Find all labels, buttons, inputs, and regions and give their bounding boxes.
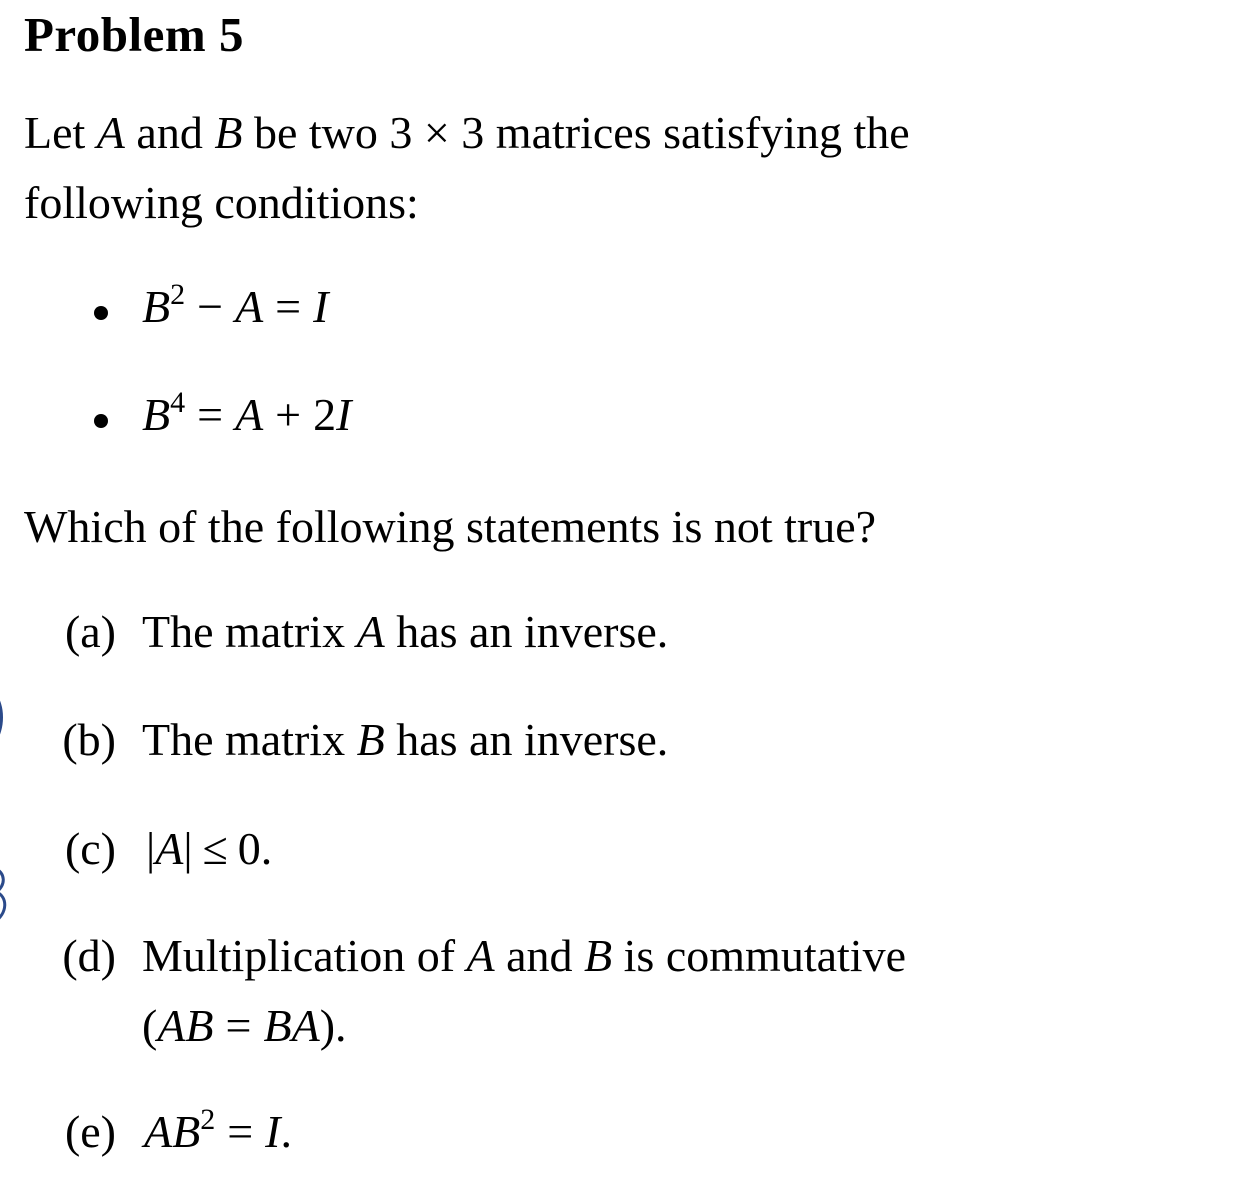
var-a: A (155, 823, 184, 874)
option-d-line-1 (142, 929, 906, 982)
var-b: B (356, 714, 385, 765)
value: 0. (237, 823, 273, 874)
operator: ≤ (202, 823, 228, 874)
paren: ). (319, 1000, 347, 1051)
cond-base: B (142, 389, 171, 440)
option-label-b: (b) (62, 714, 116, 765)
cond-operator: = (275, 281, 302, 332)
intro-text: be two 3 × 3 matrices satisfying the (242, 107, 910, 158)
var-b: B (584, 930, 613, 981)
abs-bar: | (183, 823, 193, 874)
intro-line-2: following conditions: (24, 177, 419, 228)
intro-text: Let (24, 107, 97, 158)
condition-2 (142, 388, 351, 441)
cond-var: I (313, 281, 329, 332)
cond-exponent: 4 (170, 386, 186, 419)
option-label-e: (e) (64, 1106, 116, 1157)
margin-pen-mark-icon (0, 862, 14, 932)
option-a (142, 605, 668, 658)
option-d-line-2 (142, 999, 347, 1052)
cond-var: I (336, 389, 352, 440)
var-b: B (214, 107, 243, 158)
intro-line-1 (24, 98, 910, 168)
expr-ab: AB (157, 1000, 214, 1051)
cond-operator: + (275, 389, 302, 440)
option-label-a: (a) (64, 606, 116, 657)
option-text: and (494, 930, 585, 981)
bullet-icon (94, 306, 108, 320)
option-label-d: (d) (62, 930, 116, 981)
expr-ba: BA (263, 1000, 320, 1051)
condition-1 (142, 280, 328, 333)
option-text: has an inverse. (384, 606, 669, 657)
option-c (146, 822, 272, 875)
option-text: Multiplication of (142, 930, 467, 981)
var-a: A (466, 930, 495, 981)
problem-title: Problem 5 (24, 7, 244, 62)
option-text: is commutative (612, 930, 906, 981)
option-text: The matrix (142, 714, 357, 765)
cond-exponent: 2 (170, 278, 186, 311)
intro-text: and (124, 107, 215, 158)
cond-var: A (235, 281, 264, 332)
cond-operator: = (197, 389, 224, 440)
exponent: 2 (200, 1103, 216, 1136)
var-i: I (265, 1106, 281, 1157)
period: . (280, 1106, 292, 1157)
paren: ( (142, 1000, 158, 1051)
option-e (144, 1105, 292, 1158)
abs-bar: | (146, 823, 156, 874)
var-b: B (172, 1106, 201, 1157)
option-b (142, 713, 668, 766)
margin-pen-mark-icon (0, 690, 12, 750)
option-text: The matrix (142, 606, 357, 657)
cond-base: B (142, 281, 171, 332)
bullet-icon (94, 414, 108, 428)
var-a: A (96, 107, 125, 158)
option-label-c: (c) (64, 823, 116, 874)
operator: = (227, 1106, 254, 1157)
var-a: A (144, 1106, 173, 1157)
operator: = (225, 1000, 252, 1051)
option-text: has an inverse. (384, 714, 669, 765)
var-a: A (356, 606, 385, 657)
cond-number: 2 (313, 389, 337, 440)
question-text: Which of the following statements is not true? (24, 501, 877, 552)
cond-operator: − (197, 281, 224, 332)
cond-var: A (235, 389, 264, 440)
